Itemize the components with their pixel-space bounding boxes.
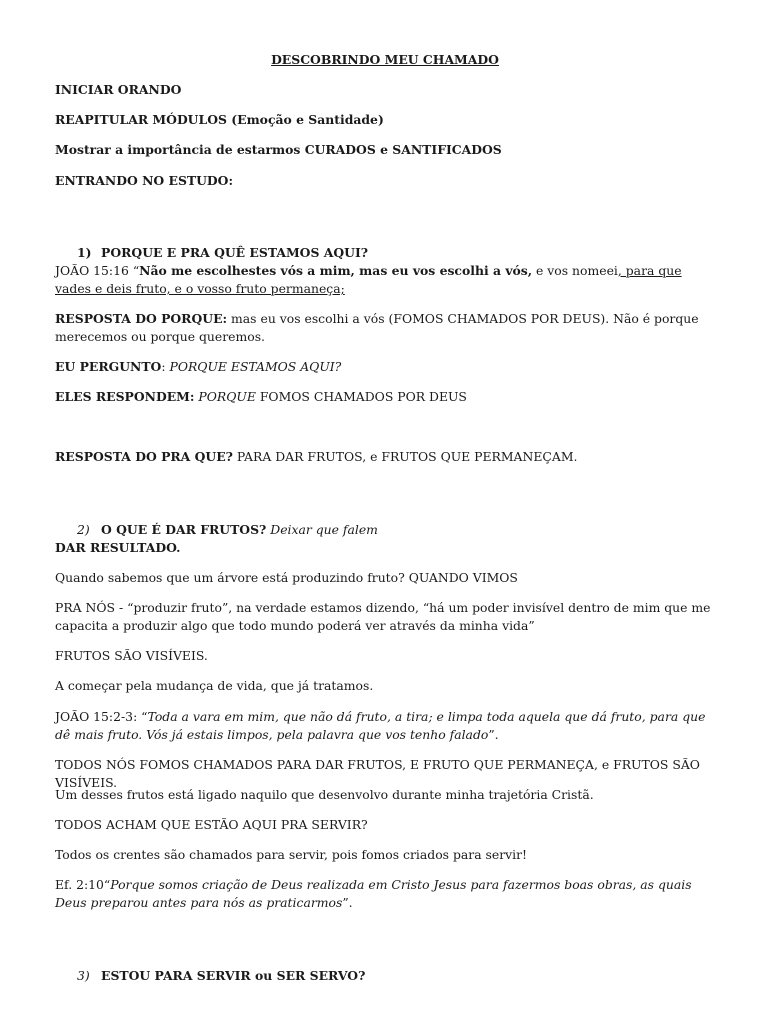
document-title: DESCOBRINDO MEU CHAMADO — [271, 52, 499, 67]
intro-line-pray: INICIAR ORANDO — [55, 82, 182, 97]
section-1-title: PORQUE E PRA QUÊ ESTAMOS AQUI? — [101, 245, 369, 261]
they-answer-text: FOMOS CHAMADOS POR DEUS — [255, 389, 467, 404]
verse-3-ref: Ef. 2:10“ — [55, 877, 111, 892]
for-us-label: PRA NÓS — [55, 600, 116, 615]
document-page — [55, 0, 715, 1024]
verse-3-end: ”. — [342, 895, 353, 910]
fruits-visible: FRUTOS SÃO VISÍVEIS. — [55, 648, 208, 663]
answer-what-for-text: PARA DAR FRUTOS, e FRUTOS QUE PERMANEÇAM. — [232, 449, 578, 464]
answer-what-for-label: RESPOSTA DO PRA QUE? — [55, 449, 233, 464]
intro-line-importance: Mostrar a importância de estarmos CURADOS e SANTIFICADOS — [55, 142, 502, 157]
i-ask-text: PORQUE ESTAMOS AQUI? — [169, 359, 342, 374]
they-answer — [55, 388, 715, 406]
answer-why — [55, 310, 715, 346]
i-ask — [55, 358, 715, 376]
section-1-heading — [77, 244, 368, 262]
give-result: DAR RESULTADO. — [55, 540, 181, 555]
all-called: TODOS NÓS FOMOS CHAMADOS PARA DAR FRUTOS, E FRUTO QUE PERMANEÇA, e FRUTOS SÃO VISÍVEIS. — [55, 757, 700, 790]
i-ask-label: EU PERGUNTO — [55, 359, 162, 374]
answer-why-label: RESPOSTA DO PORQUE: — [55, 311, 228, 326]
section-3-number: 3) — [77, 968, 90, 984]
verse-ref: JOÃO 15:16 “ — [55, 263, 140, 278]
intro-line-study: ENTRANDO NO ESTUDO: — [55, 173, 234, 188]
all-think-serve: TODOS ACHAM QUE ESTÃO AQUI PRA SERVIR? — [55, 817, 368, 832]
answer-what-for — [55, 448, 715, 466]
verse-2-ref: JOÃO 15:2-3: “ — [55, 709, 148, 724]
answer-why-text: mas eu vos escolhi a vós (FOMOS CHAMADOS POR DEUS). Não é porque merecemos ou porque queremos. — [55, 311, 699, 344]
for-us — [55, 599, 715, 635]
section-2-title: O QUE É DAR FRUTOS? — [101, 522, 267, 538]
section-2-heading — [77, 521, 378, 539]
start-with-change: A começar pela mudança de vida, que já tratamos. — [55, 678, 374, 693]
intro-line-recap: REAPITULAR MÓDULOS (Emoção e Santidade) — [55, 112, 384, 127]
one-of-fruits: Um desses frutos está ligado naquilo que desenvolvo durante minha trajetória Cristã. — [55, 787, 594, 802]
section-2-number: 2) — [77, 522, 90, 538]
verse-bold: Não me escolhestes vós a mim, mas eu vos escolhi a vós, — [139, 263, 533, 278]
they-answer-italic: PORQUE — [194, 389, 256, 404]
verse-underlined: , para que vades e deis fruto, e o vosso fruto permaneça; — [55, 263, 682, 296]
for-us-text: - “produzir fruto”, na verdade estamos dizendo, “há um poder invisível dentro de mim que me capacita a produzir algo que todo mundo poderá ver através da minha vida” — [55, 600, 711, 633]
section-3-heading — [77, 967, 365, 985]
verse-ef-2-10 — [55, 876, 715, 912]
verse-3-text: Porque somos criação de Deus realizada em Cristo Jesus para fazermos boas obras, as quais Deus preparou antes para nós as praticarmos — [55, 877, 692, 910]
section-2-note: Deixar que falem — [266, 522, 378, 538]
section-1-number: 1) — [77, 245, 92, 261]
i-ask-colon: : — [161, 359, 170, 374]
verse-joao-15-2-3 — [55, 708, 715, 744]
verse-joao-15-16 — [55, 262, 715, 298]
verse-mid: e vos nomeei — [532, 263, 618, 278]
verse-2-end: ”. — [488, 727, 499, 742]
verse-2-text: Toda a vara em mim, que não dá fruto, a tira; e limpa toda aquela que dá fruto, para que dê mais fruto. Vós já estais limpos, pela palavra que vos tenho falado — [55, 709, 706, 742]
when-we-know: Quando sabemos que um árvore está produzindo fruto? QUANDO VIMOS — [55, 570, 518, 585]
section-3-title: ESTOU PARA SERVIR ou SER SERVO? — [101, 968, 366, 984]
they-answer-label: ELES RESPONDEM: — [55, 389, 195, 404]
all-believers: Todos os crentes são chamados para servir, pois fomos criados para servir! — [55, 847, 528, 862]
